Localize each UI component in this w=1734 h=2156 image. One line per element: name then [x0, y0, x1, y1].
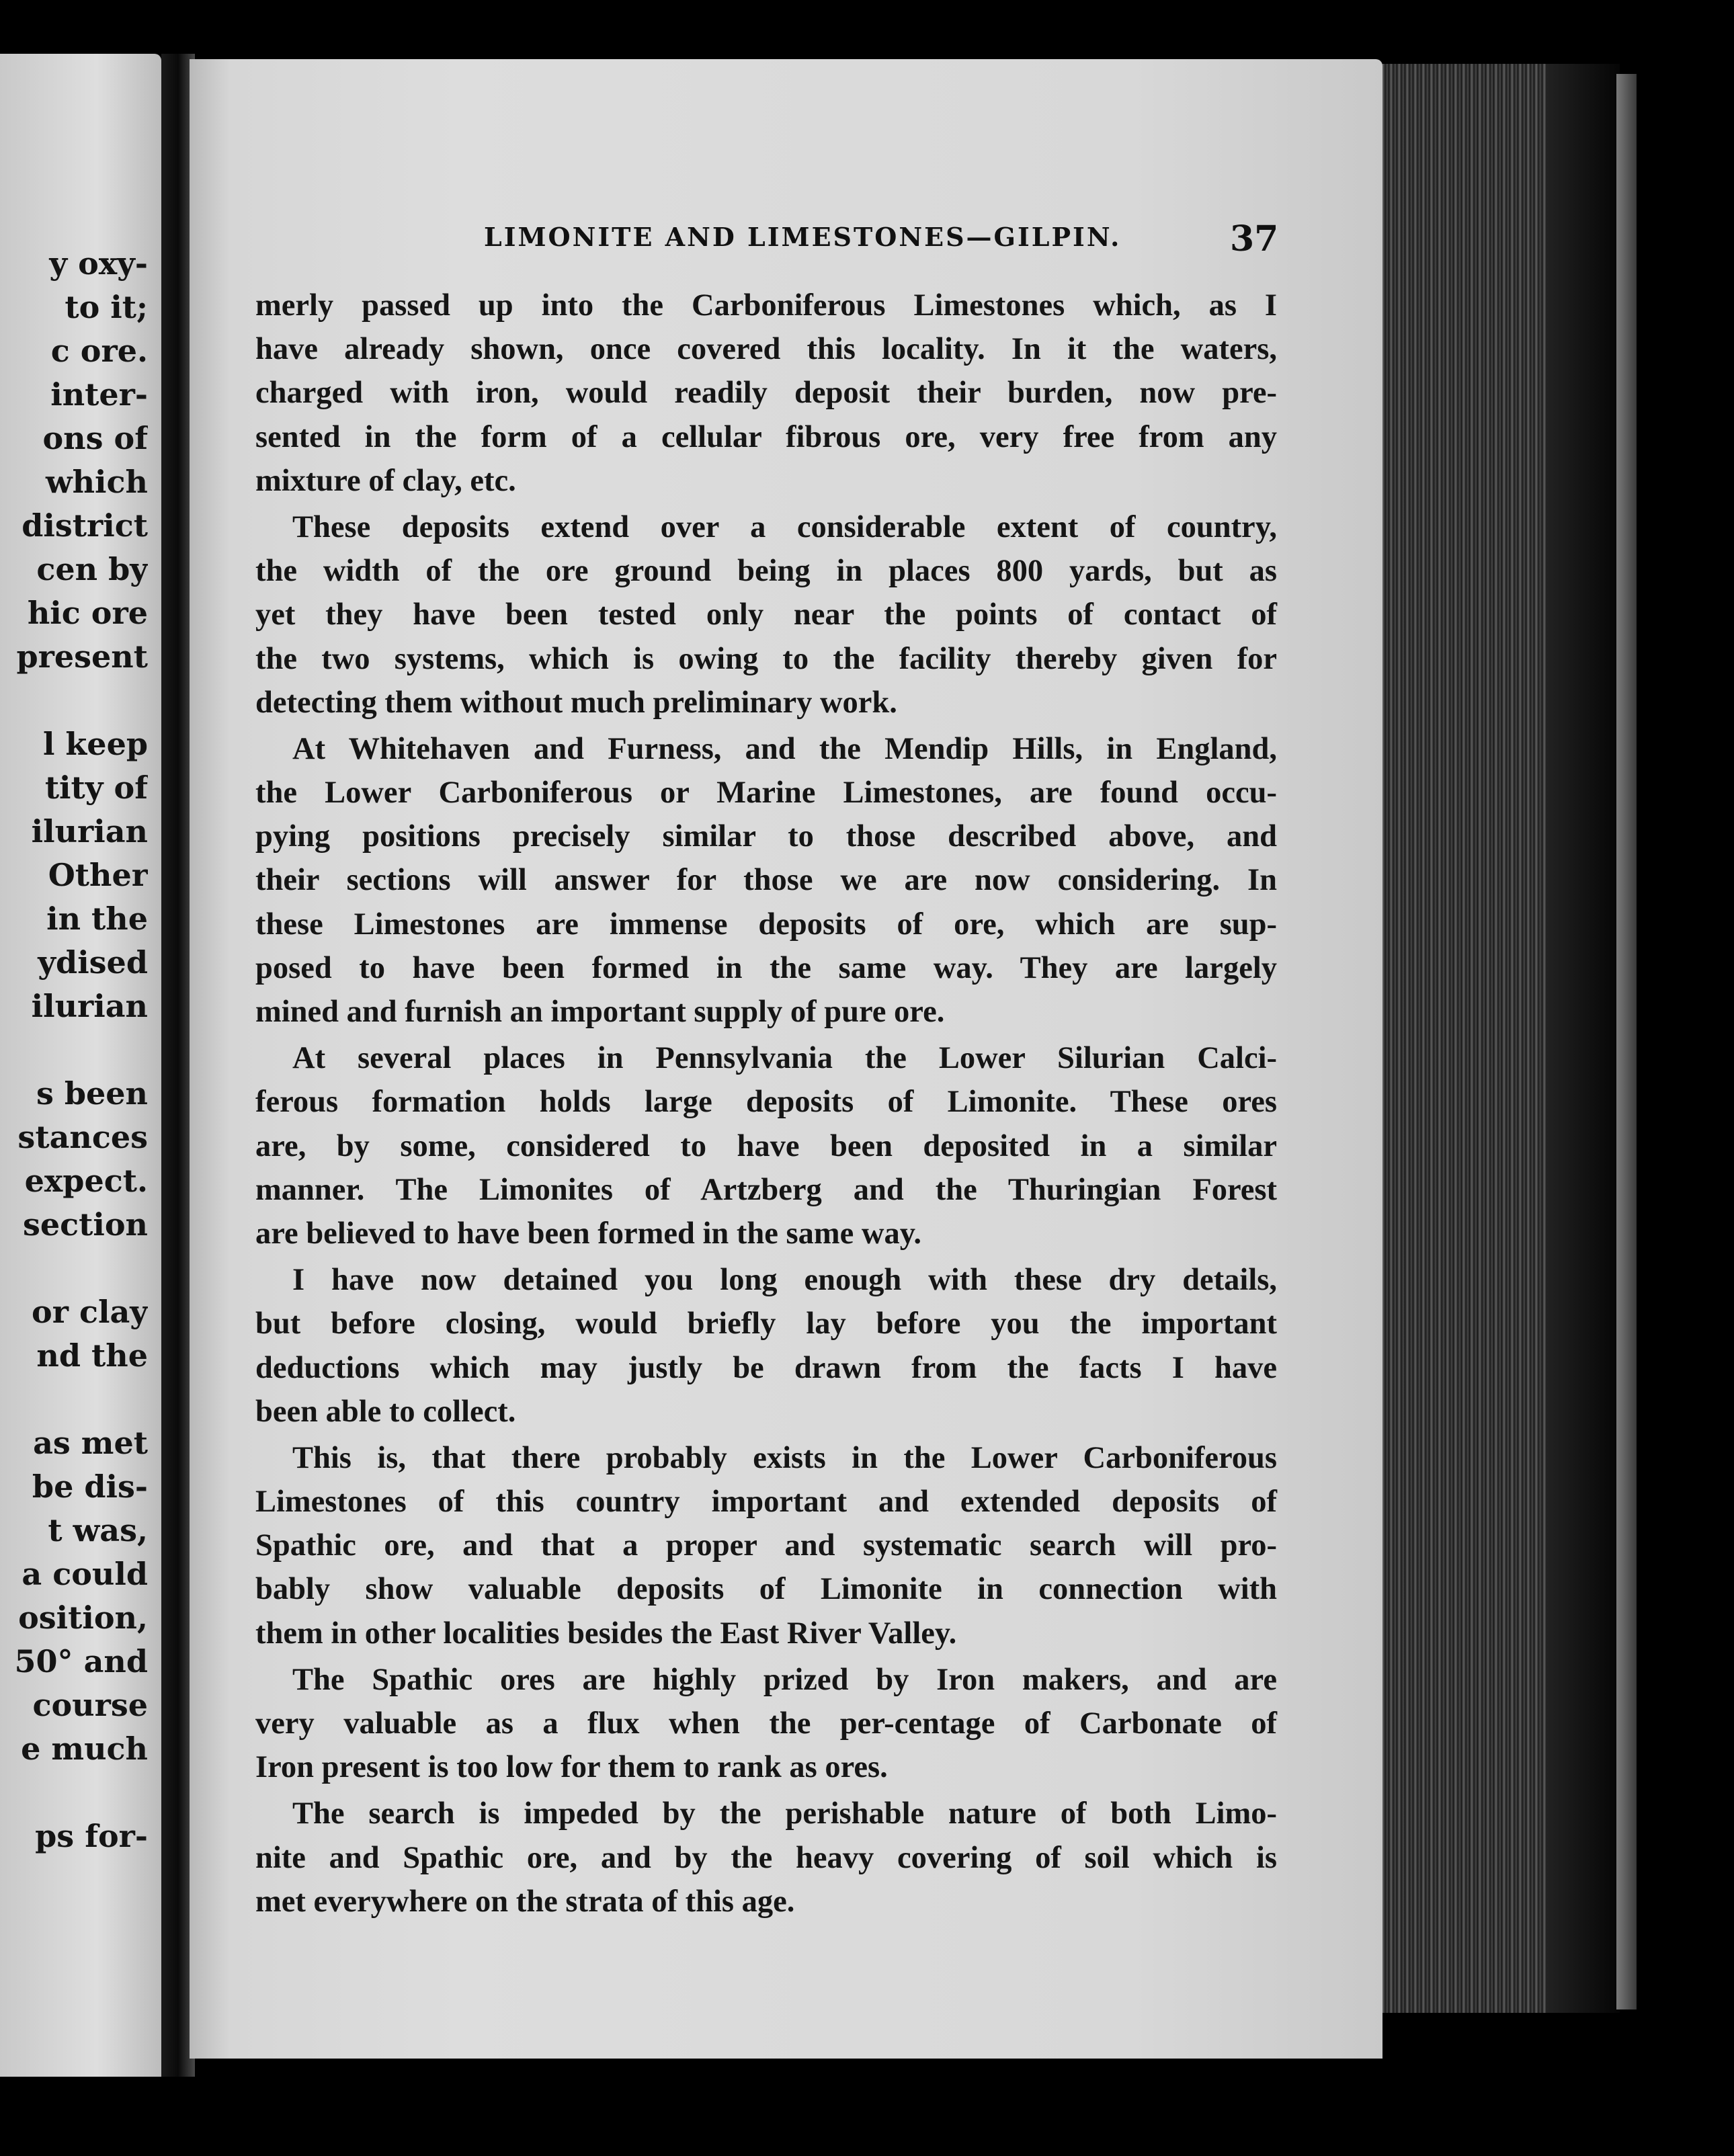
- facing-page-line: district: [22, 507, 148, 544]
- facing-page-line: ilurian: [31, 988, 148, 1024]
- text-line: detecting them without much preliminary work.: [255, 685, 897, 720]
- text-line: The search is impeded by the perishable nature of both Limo-: [292, 1796, 1277, 1831]
- facing-page-line: as met: [33, 1425, 148, 1461]
- text-line: I have now detained you long enough with these dry details,: [292, 1263, 1277, 1298]
- facing-page-line: expect.: [24, 1163, 148, 1199]
- paragraph: [255, 1792, 1277, 1923]
- text-line: Iron present is too low for them to rank as ores.: [255, 1750, 888, 1785]
- text-line: pying positions precisely similar to those described above, and: [255, 819, 1277, 854]
- page-number: 37: [1230, 218, 1279, 259]
- text-line: the two systems, which is owing to the facility thereby given for: [255, 641, 1277, 676]
- facing-page-line: ons of: [42, 420, 148, 456]
- facing-page-line: 50° and: [14, 1643, 148, 1680]
- text-line: nite and Spathic ore, and by the heavy covering of soil which is: [255, 1840, 1277, 1875]
- text-line: have already shown, once covered this locality. In it the waters,: [255, 332, 1277, 367]
- text-line: the width of the ore ground being in places 800 yards, but as: [255, 554, 1277, 589]
- facing-page-line: which: [46, 464, 148, 500]
- facing-page-line: hic ore: [27, 595, 148, 631]
- text-line: This is, that there probably exists in the Lower Carboniferous: [292, 1440, 1277, 1475]
- facing-page-line: e much: [21, 1731, 148, 1767]
- running-head: LIMONITE AND LIMESTONES—GILPIN.: [484, 222, 1122, 252]
- text-line: their sections will answer for those we are now considering. In: [255, 863, 1277, 898]
- paragraph: [255, 505, 1277, 724]
- facing-page-line: [0, 1771, 148, 1815]
- facing-page-line: inter-: [50, 376, 148, 413]
- text-line: The Spathic ores are highly prized by Iron makers, and are: [292, 1662, 1277, 1697]
- facing-page-line: section: [22, 1206, 148, 1243]
- facing-page-line: t was,: [48, 1512, 148, 1548]
- paragraph: [255, 1436, 1277, 1655]
- facing-page-line: ilurian: [31, 813, 148, 849]
- text-line: posed to have been formed in the same way. They are largely: [255, 950, 1277, 985]
- facing-page-text: [0, 242, 148, 1858]
- text-line: met everywhere on the strata of this age.: [255, 1884, 795, 1919]
- text-line: deductions which may justly be drawn from the facts I have: [255, 1350, 1277, 1385]
- facing-page-line: Other: [48, 857, 148, 893]
- facing-page-line: osition,: [18, 1600, 148, 1636]
- text-line: ferous formation holds large deposits of Limonite. These ores: [255, 1085, 1277, 1120]
- facing-page-line: s been: [36, 1075, 148, 1112]
- text-line: These deposits extend over a considerable extent of country,: [292, 509, 1277, 544]
- facing-page-line: stances: [17, 1119, 148, 1155]
- facing-page-line: a could: [22, 1556, 148, 1592]
- text-line: very valuable as a flux when the per-centage of Carbonate of: [255, 1706, 1277, 1741]
- text-line: but before closing, would briefly lay before you the important: [255, 1307, 1277, 1341]
- text-line: are, by some, considered to have been deposited in a similar: [255, 1128, 1277, 1163]
- paragraph: [255, 284, 1277, 503]
- paragraph: [255, 1658, 1277, 1790]
- text-line: manner. The Limonites of Artzberg and the Thuringian Forest: [255, 1172, 1277, 1207]
- paragraph: [255, 1258, 1277, 1434]
- facing-page-line: [0, 1028, 148, 1072]
- facing-page-line: c ore.: [50, 333, 148, 369]
- facing-page-line: l keep: [42, 726, 148, 762]
- paragraph: [255, 727, 1277, 1034]
- text-line: merly passed up into the Carboniferous Limestones which, as I: [255, 288, 1277, 323]
- text-line: Spathic ore, and that a proper and systematic search will pro-: [255, 1528, 1277, 1563]
- text-line: sented in the form of a cellular fibrous ore, very free from any: [255, 419, 1277, 454]
- facing-page-line: ps for-: [35, 1818, 148, 1854]
- text-line: yet they have been tested only near the points of contact of: [255, 597, 1277, 632]
- facing-page-line: tity of: [44, 770, 148, 806]
- text-line: the Lower Carboniferous or Marine Limestones, are found occu-: [255, 776, 1277, 811]
- cover-edge: [1616, 74, 1637, 2009]
- text-line: these Limestones are immense deposits of ore, which are sup-: [255, 907, 1277, 942]
- facing-page-line: course: [32, 1687, 148, 1723]
- text-line: bably show valuable deposits of Limonite in connection with: [255, 1572, 1277, 1607]
- text-line: mixture of clay, etc.: [255, 463, 516, 498]
- facing-page: [0, 54, 161, 2077]
- text-line: been able to collect.: [255, 1394, 516, 1429]
- facing-page-line: in the: [46, 901, 148, 937]
- facing-page-line: ydised: [38, 944, 148, 981]
- facing-page-line: present: [16, 638, 148, 675]
- facing-page-line: cen by: [36, 551, 148, 587]
- text-line: charged with iron, would readily deposit their burden, now pre-: [255, 376, 1277, 411]
- facing-page-line: [0, 1378, 148, 1421]
- facing-page-line: y oxy-: [49, 245, 148, 282]
- facing-page-line: to it;: [65, 289, 148, 325]
- paragraph: [255, 1036, 1277, 1255]
- text-line: mined and furnish an important supply of pure ore.: [255, 995, 945, 1029]
- text-line: At Whitehaven and Furness, and the Mendip Hills, in England,: [292, 731, 1277, 766]
- facing-page-line: be dis-: [32, 1468, 148, 1505]
- page-edges-shadow: [1546, 64, 1620, 2013]
- facing-page-line: [0, 1247, 148, 1290]
- text-line: are believed to have been formed in the same way.: [255, 1216, 922, 1251]
- text-line: them in other localities besides the East River Valley.: [255, 1616, 957, 1651]
- page-body: [255, 284, 1277, 1923]
- facing-page-line: nd the: [36, 1337, 148, 1374]
- facing-page-line: [0, 679, 148, 722]
- facing-page-line: or clay: [32, 1294, 148, 1330]
- text-line: Limestones of this country important and extended deposits of: [255, 1485, 1277, 1520]
- text-line: At several places in Pennsylvania the Lower Silurian Calci-: [292, 1041, 1277, 1076]
